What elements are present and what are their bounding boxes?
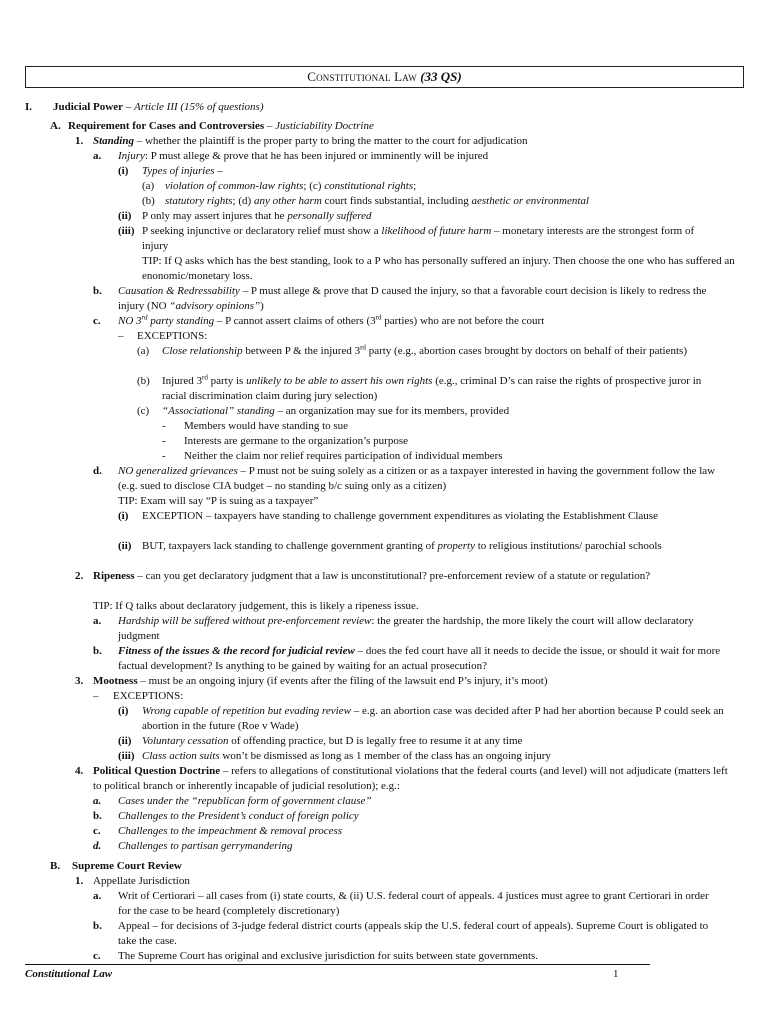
item-heading: Standing — [93, 135, 134, 147]
item-text: Appellate Jurisdiction — [93, 875, 190, 887]
item-number: b. — [93, 920, 102, 932]
item-wrong-capable — [25, 704, 747, 734]
item-text: Types of injuries – — [142, 165, 223, 177]
bullet-dash: - — [162, 420, 166, 432]
item-text: The Supreme Court has original and exclusive jurisdiction for suits between state governments. — [118, 950, 539, 962]
list-item — [25, 809, 747, 824]
text-span: court finds substantial, including — [321, 195, 472, 207]
text-span: any other harm — [253, 195, 322, 207]
item-text: : P must allege & prove that he has been injured or imminently will be injured — [144, 150, 489, 162]
list-item — [25, 449, 747, 464]
item-number: c. — [93, 825, 101, 837]
text-span: property — [437, 540, 475, 552]
text-span: P only may assert injures that he — [142, 210, 288, 222]
item-number: 4. — [75, 765, 84, 777]
item-lead: Voluntary cessation — [142, 735, 229, 747]
item-text: Challenges to the impeachment & removal process — [118, 825, 343, 837]
text-span: NO 3 — [118, 315, 142, 327]
item-number: (b) — [137, 375, 150, 387]
list-item — [25, 434, 747, 449]
text-span: party (e.g., abortion cases brought by doctors on behalf of their patients) — [365, 345, 687, 357]
item-certiorari — [25, 889, 747, 919]
item-lead: Wrong capable of repetition but evading review — [142, 705, 351, 717]
item-lead: “Associational” standing — [162, 405, 275, 417]
item-lead: unlikely to be able to assert his own rights — [246, 375, 433, 387]
item-number: b. — [93, 285, 102, 297]
list-item — [25, 794, 747, 809]
item-text: – does the fed court have all it needs to decide the issue, or should it wait for more factual development? Is anything to be gained by waiting for an actual prosecution? — [118, 645, 721, 672]
item-class-action — [25, 749, 747, 764]
item-appellate — [25, 874, 747, 889]
item-number: (ii) — [118, 210, 132, 222]
item-hardship — [25, 614, 747, 644]
exceptions-label — [25, 329, 747, 344]
text-span: party is — [207, 375, 247, 387]
bullet-dash: - — [162, 435, 166, 447]
outline-body — [25, 100, 747, 964]
item-ripeness — [25, 569, 747, 599]
item-standing — [25, 134, 747, 149]
item-mootness — [25, 674, 747, 689]
page-title — [25, 66, 744, 88]
tip-standing — [25, 254, 747, 284]
text-span: BUT, taxpayers lack standing to challenge government granting of — [142, 540, 438, 552]
item-number: a. — [93, 150, 102, 162]
item-text: – P must allege & prove that D caused the injury, so that a favorable court decision is likely to redress the injury (NO — [118, 285, 707, 312]
item-text: EXCEPTION – taxpayers have standing to challenge government expenditures as violating the Establishment Clause — [142, 510, 658, 522]
list-item-text: Neither the claim nor relief requires participation of individual members — [184, 450, 503, 462]
text-span: ) — [260, 300, 264, 312]
item-number: 2. — [75, 570, 84, 582]
text-span: – P cannot assert claims of others (3 — [214, 315, 376, 327]
item-text: EXCEPTIONS: — [113, 690, 184, 702]
item-lead: Injury — [118, 150, 145, 162]
list-item — [25, 419, 747, 434]
tip-text: TIP: Exam will say “P is suing as a taxpayer” — [118, 495, 319, 507]
item-lead: Close relationship — [162, 345, 243, 357]
section-subtitle: Article III (15% of questions) — [133, 101, 264, 113]
subsection-number: A. — [50, 120, 61, 132]
text-span: aesthetic or environmental — [471, 195, 589, 207]
item-text: : the greater the hardship, the more likely the court will allow declaratory judgment — [118, 615, 694, 642]
text-span: likelihood of future harm — [381, 225, 492, 237]
bullet-dash: - — [162, 450, 166, 462]
tip-text: TIP: If Q asks which has the best standing, look to a P who has personally suffered an injury. Then choose the one who has suffered an enonomic/monetary loss. — [142, 255, 735, 282]
item-text: Appeal – for decisions of 3-judge federal district courts (appeals skip the U.S. federal court of appeals). Supreme Court is obligated to take the case. — [118, 920, 709, 947]
dash-marker: – — [93, 690, 99, 702]
item-number: c. — [93, 315, 101, 327]
list-item-text: Interests are germane to the organization’s purpose — [184, 435, 408, 447]
item-number: b. — [93, 810, 102, 822]
item-number: a. — [93, 890, 102, 902]
item-text: – can you get declaratory judgment that a law is unconstitutional? pre-enforcement review of a statute or regulation? — [134, 570, 651, 582]
subsection-a: A. Requirement for Cases and Controversies – Justiciability Doctrine — [50, 120, 374, 132]
exception-associational — [25, 404, 747, 419]
item-text: – whether the plaintiff is the proper party to bring the matter to the court for adjudication — [136, 135, 528, 147]
item-lead: Causation & Redressability — [118, 285, 240, 297]
item-number: 3. — [75, 675, 84, 687]
item-number: b. — [93, 645, 102, 657]
text-span: between P & the injured 3 — [242, 345, 361, 357]
item-causation — [25, 284, 747, 314]
item-third-party — [25, 314, 747, 329]
text-span: “advisory opinions” — [169, 300, 261, 312]
title-text: Constitutional Law — [307, 69, 417, 84]
item-voluntary — [25, 734, 747, 749]
text-span: ; (c) — [303, 180, 325, 192]
item-lead: Fitness of the issues & the record for judicial review — [118, 645, 355, 657]
item-property — [25, 539, 747, 569]
item-number: (a) — [137, 345, 150, 357]
item-text: won’t be dismissed as long as 1 member of the class has an ongoing injury — [219, 750, 551, 762]
superscript: rd — [375, 313, 382, 322]
item-text: Writ of Certiorari – all cases from (i) state courts, & (ii) U.S. federal court of appeals. 4 justices must agree to grant Certiorari in order for the case to be heard (completely discretionary) — [118, 890, 709, 917]
text-span: constitutional rights — [324, 180, 414, 192]
item-future-harm — [25, 224, 747, 254]
item-number: (ii) — [118, 735, 132, 747]
text-span: party standing — [147, 315, 215, 327]
item-number: c. — [93, 950, 101, 962]
text-span: ; — [413, 180, 417, 192]
text-span: personally suffered — [287, 210, 372, 222]
item-text: of offending practice, but D is legally free to resume it at any time — [228, 735, 523, 747]
item-text: Challenges to partisan gerrymandering — [118, 840, 293, 852]
item-number: 1. — [75, 135, 84, 147]
superscript: rd — [141, 313, 148, 322]
item-types — [25, 164, 747, 179]
item-heading: Ripeness — [93, 570, 135, 582]
subsection-b — [25, 859, 747, 874]
page-footer — [25, 964, 650, 981]
item-appeal — [25, 919, 747, 949]
item-number: d. — [93, 465, 102, 477]
exceptions-label — [25, 689, 747, 704]
item-injury — [25, 149, 747, 164]
text-span: (e.g., criminal D’s can raise the rights of prospective juror in racial discrimination claim during jury selection) — [162, 375, 702, 402]
item-number: (a) — [142, 180, 155, 192]
item-heading: Mootness — [93, 675, 138, 687]
subsection-heading: Requirement for Cases and Controversies — [68, 120, 265, 132]
item-number: 1. — [75, 875, 84, 887]
item-text: – P must not be suing solely as a citizen or as a taxpayer interested in having the government follow the law (e.g. sued to disclose CIA budget – no standing b/c suing only as a citizen) — [118, 465, 716, 492]
item-number: (iii) — [118, 750, 135, 762]
list-item — [25, 839, 747, 854]
tip-ripeness — [25, 599, 747, 614]
page-number: 1 — [613, 968, 619, 980]
item-political-question — [25, 764, 747, 794]
item-fitness — [25, 644, 747, 674]
dash-marker: – — [118, 330, 124, 342]
item-number: d. — [93, 840, 102, 852]
list-item-text: Members would have standing to sue — [184, 420, 349, 432]
item-lead: Class action suits — [142, 750, 220, 762]
item-text: – must be an ongoing injury (if events after the filing of the lawsuit end P’s injury, it’s moot) — [137, 675, 548, 687]
item-types-b — [25, 194, 747, 209]
tip-taxpayer — [25, 494, 747, 509]
text-span: violation of common-law rights — [165, 180, 304, 192]
item-number: (c) — [137, 405, 150, 417]
item-text: – an organization may sue for its members, provided — [274, 405, 510, 417]
item-generalized — [25, 464, 747, 494]
exception-unlikely — [25, 374, 747, 404]
item-number: a. — [93, 615, 102, 627]
list-item — [25, 824, 747, 839]
item-text: – refers to allegations of constitutional violations that the federal courts (and level) will not adjudicate (matters left to political branch or inherently incapable of judicial resolution); e.g.: — [93, 765, 728, 792]
tip-text: TIP: If Q talks about declaratory judgement, this is likely a ripeness issue. — [93, 600, 419, 612]
section-i: I. Judicial Power – Article III (15% of questions) — [25, 101, 264, 113]
item-text: Challenges to the President’s conduct of foreign policy — [118, 810, 359, 822]
subsection-heading: Supreme Court Review — [72, 860, 182, 872]
item-original-jurisdiction — [25, 949, 747, 964]
superscript: rd — [360, 343, 366, 352]
text-span: to religious institutions/ parochial schools — [474, 540, 662, 552]
text-span: parties) who are not before the court — [381, 315, 545, 327]
title-count: (33 QS) — [420, 69, 462, 84]
item-personally — [25, 209, 747, 224]
item-number: a. — [93, 795, 102, 807]
section-heading: Judicial Power — [53, 101, 123, 113]
superscript: rd — [202, 373, 208, 382]
item-number: (iii) — [118, 225, 135, 237]
item-types-a — [25, 179, 747, 194]
text-span: Injured 3 — [162, 375, 203, 387]
subsection-subtitle: Justiciability Doctrine — [275, 120, 374, 132]
text-span: statutory rights — [165, 195, 233, 207]
text-span: – monetary interests are the strongest form of injury — [142, 225, 695, 252]
item-text: Cases under the “republican form of government clause” — [118, 795, 372, 807]
text-span: P seeking injunctive or declaratory relief must show a — [142, 225, 382, 237]
item-text: – e.g. an abortion case was decided after P had her abortion because P could seek an abortion in the future (Roe v Wade) — [142, 705, 724, 732]
section-number: I. — [25, 101, 33, 113]
item-number: (ii) — [118, 540, 132, 552]
item-number: (i) — [118, 165, 129, 177]
exception-close-relationship — [25, 344, 747, 374]
subsection-number: B. — [50, 860, 61, 872]
item-number: (i) — [118, 510, 129, 522]
item-lead: Hardship will be suffered without pre-enforcement review — [118, 615, 372, 627]
item-lead: NO generalized grievances — [118, 465, 238, 477]
item-text: EXCEPTIONS: — [137, 330, 208, 342]
footer-label: Constitutional Law — [25, 968, 113, 980]
item-exception-establishment — [25, 509, 747, 539]
item-heading: Political Question Doctrine — [93, 765, 221, 777]
item-number: (b) — [142, 195, 155, 207]
text-span: ; (d) — [232, 195, 254, 207]
item-number: (i) — [118, 705, 129, 717]
